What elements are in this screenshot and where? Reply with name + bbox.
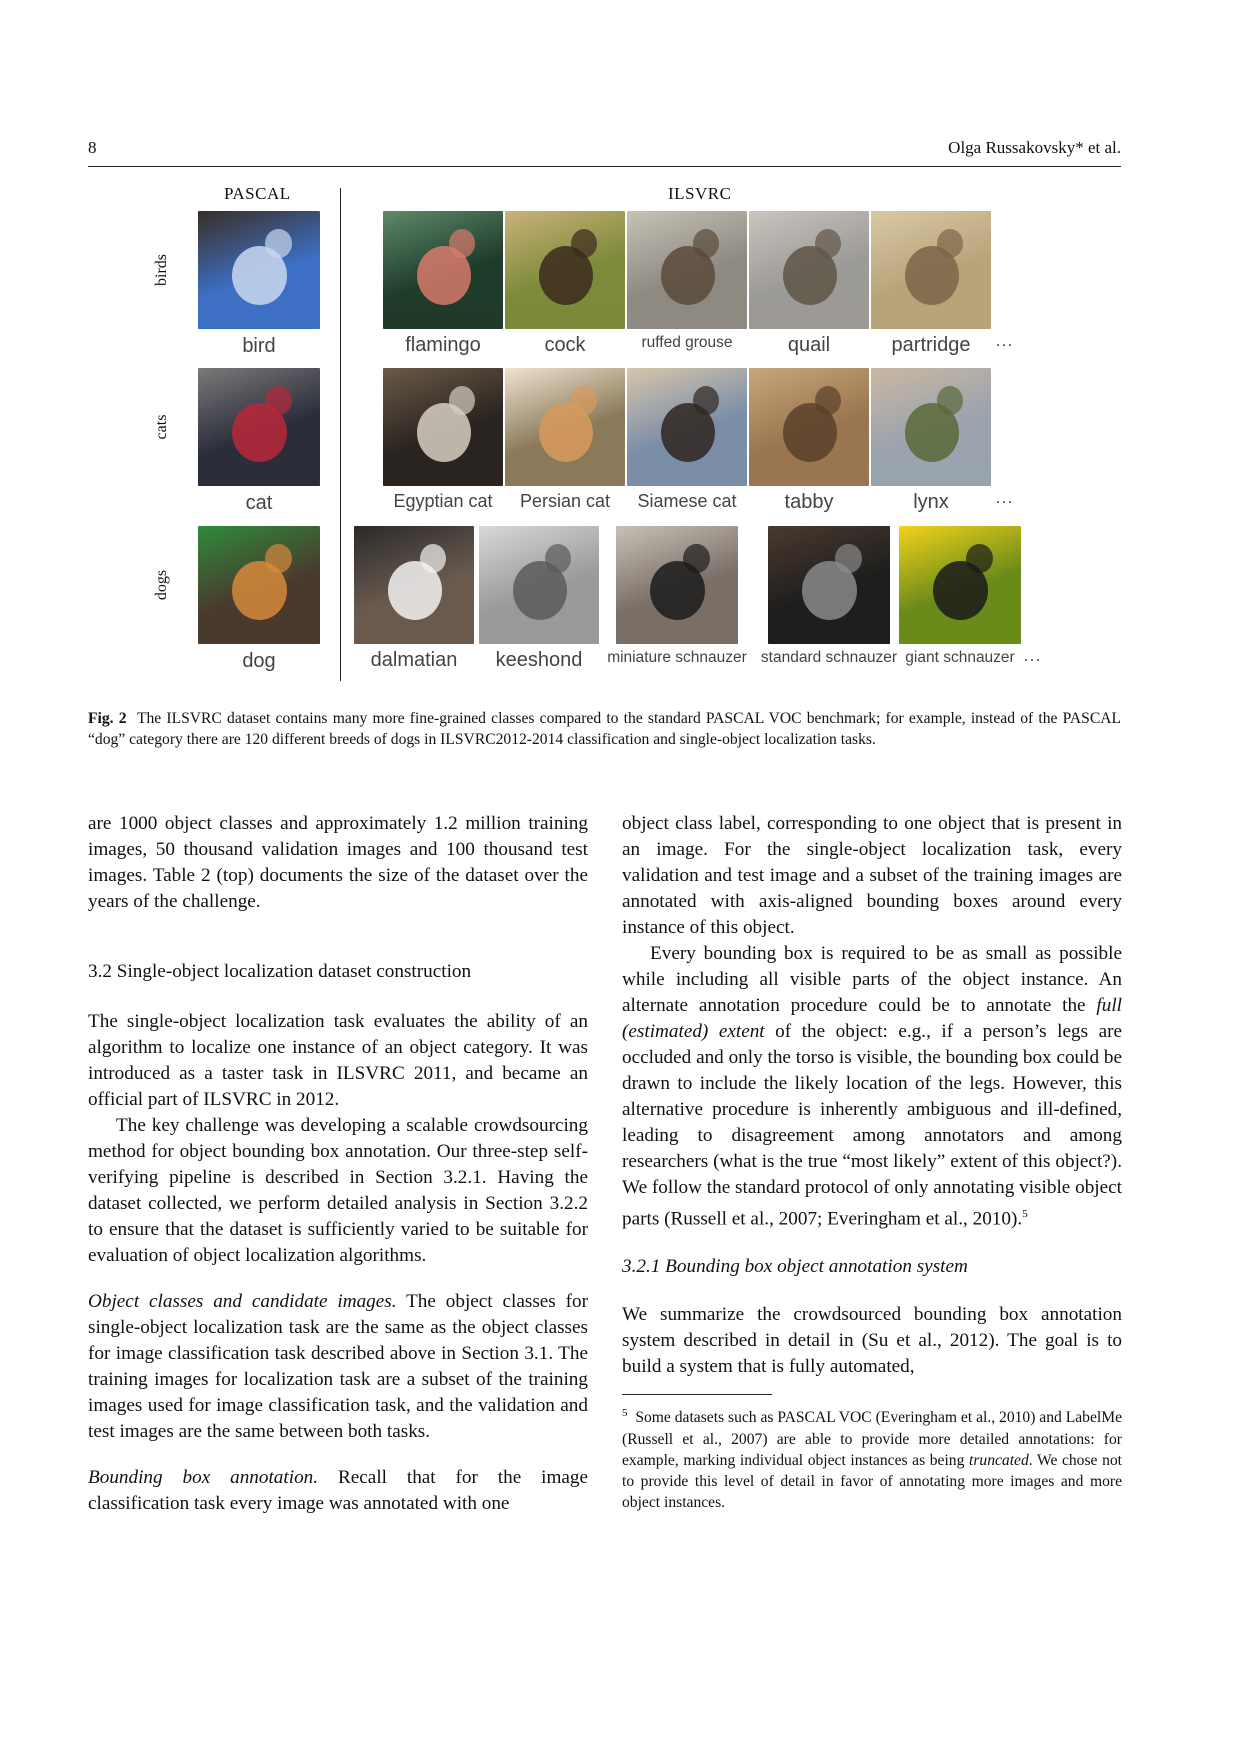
egyptian-cat-photo <box>383 368 503 486</box>
pascal-cat-photo <box>198 368 320 486</box>
row-label-birds: birds <box>153 254 170 286</box>
class-label: keeshond <box>495 649 583 671</box>
dalmatian-photo <box>354 526 474 644</box>
class-label: dalmatian <box>370 649 458 671</box>
caption-label: Fig. 2 <box>88 710 127 727</box>
row-label-dogs: dogs <box>153 569 170 601</box>
paragraph-lead: Object classes and candidate images. <box>88 1291 397 1312</box>
caption-text: The ILSVRC dataset contains many more fine-grained classes compared to the standard PASCAL VOC benchmark; for example, instead of the PASCAL “dog” category there are 120 different breeds of dogs in ILSVRC2012-2014 classification and single-object localization tasks. <box>88 710 1122 748</box>
paragraph: The single-object localization task evaluates the ability of an algorithm to localize one instance of an object category. It was introduced as a taster task in ILSVRC 2011, and became an official part of ILSVRC in 2012. <box>88 1011 588 1110</box>
quail-photo <box>749 211 869 329</box>
subsection-title: 3.2.1 Bounding box object annotation system <box>622 1256 968 1278</box>
paragraph-text: Recall that for the image classification task every image was annotated with one <box>88 1467 589 1514</box>
footnote-rule <box>622 1394 772 1395</box>
paragraph-text: The object classes for single-object localization task are the same as the object classes for image classification task described above in Section 3.1. The training images for localization task are a subset of the training images used for image classification task, and the validation and test images are the same between both tasks. <box>88 1291 589 1442</box>
miniature-schnauzer-photo <box>616 526 738 644</box>
class-label: Persian cat <box>519 491 611 511</box>
figure-2 <box>88 178 1121 683</box>
figure-separator <box>340 188 341 681</box>
more-classes-ellipsis: ... <box>996 490 1014 507</box>
ruffed-grouse-photo <box>627 211 747 329</box>
class-label: lynx <box>913 491 949 513</box>
class-label: cock <box>544 334 586 356</box>
paragraph: object class label, corresponding to one object that is present in an image. For the single-object localization task, every validation and test image and a subset of the training images are annotated with axis-aligned bounding boxes around every instance of this object. <box>622 813 1122 938</box>
class-label: giant schnauzer <box>905 649 1015 666</box>
footnote-number: 5 <box>622 1407 628 1420</box>
tabby-photo <box>749 368 869 486</box>
class-label: tabby <box>784 491 834 513</box>
persian-cat-photo <box>505 368 625 486</box>
row-label-cats: cats <box>153 414 170 440</box>
class-label: cat <box>245 492 273 514</box>
section-title: 3.2 Single-object localization dataset construction <box>88 961 472 982</box>
footnote-marker: 5 <box>1022 1208 1028 1220</box>
keeshond-photo <box>479 526 599 644</box>
paragraph: The key challenge was developing a scalable crowdsourcing method for object bounding box annotation. Our three-step self-verifying pipeline is described in Section 3.2.1. Having the dataset collected, we perform detailed analysis in Section 3.2.2 to ensure that the dataset is sufficiently varied to be suitable for evaluation of object localization algorithms. <box>88 1115 588 1266</box>
paragraph <box>622 941 1122 1232</box>
paragraph-text: of the object: e.g., if a person’s legs are occluded and only the torso is visible, the bounding box could be drawn to include the likely location of the legs. However, this alternative procedure is inherently ambiguous and ill-defined, leading to disagreement among annotators and among researchers (what is the true “most likely” extent of this object?). We follow the standard protocol of only annotating visible object parts (Russell et al., 2007; Everingham et al., 2010). <box>622 1021 1122 1230</box>
header-rule <box>88 166 1121 167</box>
paragraph-text: Every bounding box is required to be as small as possible while including all visible parts of the object instance. An alternate annotation procedure could be to annotate the <box>622 943 1122 1016</box>
cock-photo <box>505 211 625 329</box>
class-label: dog <box>242 650 276 672</box>
class-label: flamingo <box>405 334 481 356</box>
footnote <box>622 1403 1122 1512</box>
class-label: standard schnauzer <box>760 649 898 666</box>
emphasis: full (estimated) extent <box>622 995 1122 1042</box>
left-column <box>88 811 588 1517</box>
standard-schnauzer-photo <box>768 526 890 644</box>
more-classes-ellipsis: ... <box>1024 648 1042 665</box>
emphasis: truncated <box>969 1451 1029 1469</box>
class-label: ruffed grouse <box>641 334 733 351</box>
footnote-text: Some datasets such as PASCAL VOC (Everingham et al., 2010) and LabelMe (Russell et al., 2007) are able to provide more detailed annotations: for example, marking individual object instances as being <box>622 1409 1123 1469</box>
right-column <box>622 811 1122 1513</box>
ilsvrc-heading: ILSVRC <box>668 184 732 203</box>
pascal-dog-photo <box>198 526 320 644</box>
pascal-bird-photo <box>198 211 320 329</box>
page-number: 8 <box>88 138 97 157</box>
class-label: Siamese cat <box>637 491 737 511</box>
class-label: Egyptian cat <box>393 491 493 511</box>
siamese-cat-photo <box>627 368 747 486</box>
footnote-text: . We chose not to provide this level of detail in favor of annotating more images and more object instances. <box>622 1451 1122 1511</box>
paragraph <box>88 1465 588 1517</box>
running-author: Olga Russakovsky* et al. <box>948 138 1121 157</box>
class-label: bird <box>242 335 276 357</box>
lynx-photo <box>871 368 991 486</box>
partridge-photo <box>871 211 991 329</box>
giant-schnauzer-photo <box>899 526 1021 644</box>
figure-caption <box>88 708 1121 750</box>
class-label: quail <box>787 334 831 356</box>
paragraph-lead: Bounding box annotation. <box>88 1467 319 1488</box>
paragraph: We summarize the crowdsourced bounding box annotation system described in detail in (Su et al., 2012). The goal is to build a system that is fully automated, <box>622 1304 1122 1378</box>
pascal-heading: PASCAL <box>224 184 291 203</box>
paragraph <box>88 1289 588 1445</box>
more-classes-ellipsis: ... <box>996 333 1014 350</box>
flamingo-photo <box>383 211 503 329</box>
paragraph: are 1000 object classes and approximately 1.2 million training images, 50 thousand validation images and 100 thousand test images. Table 2 (top) documents the size of the dataset over the years of the challenge. <box>88 813 588 912</box>
class-label: partridge <box>891 334 971 356</box>
class-label: miniature schnauzer <box>607 649 747 666</box>
